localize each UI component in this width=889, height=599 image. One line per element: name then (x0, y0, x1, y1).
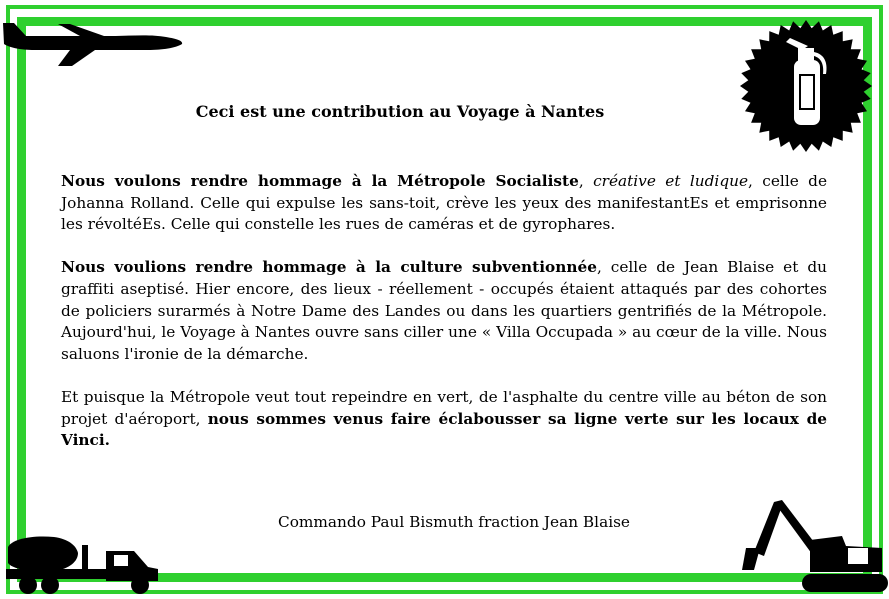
paragraph-3-text: Et puisque la Métropole veut tout repeindre en vert, de l'asphalte du centre ville au béton de son projet d'aéroport, (61, 387, 827, 428)
fire-extinguisher-icon (738, 18, 874, 154)
paragraph-1-italic: créative et ludique (593, 172, 749, 190)
paragraph-1-text: , celle de Johanna Rolland. Celle qui expulse les sans-toit, crève les yeux des manifestantEs et emprisonne les révoltéEs. Celle qui constelle les rues de caméras et de gyrophares. (61, 172, 828, 234)
paragraph-2-bold: Nous voulions rendre hommage à la culture subventionnée (61, 258, 597, 277)
excavator-icon (742, 496, 889, 596)
page-title: Ceci est une contribution au Voyage à Nantes (195, 102, 605, 121)
cement-mixer-truck-icon (2, 525, 162, 595)
paragraph-1-bold: Nous voulons rendre hommage à la Métropole Socialiste (61, 172, 579, 190)
paragraph-2-text: , celle de Jean Blaise et du graffiti aseptisé. Hier encore, des lieux - réellement - occupés étaient attaqués par des cohortes de policiers surarmés à Notre Dame des Landes ou dans les quartiers gentrifiés de la Métropole. Aujourd'hui, le Voyage à Nantes ouvre sans ciller une « Villa Occupada » au cœur de la ville. Nous saluons l'ironie de la démarche. (61, 258, 827, 363)
airplane-icon (0, 6, 185, 68)
paragraph-3-bold: nous sommes venus faire éclabousser sa ligne verte sur les locaux de Vinci. (61, 409, 828, 450)
paragraph-3 (61, 387, 827, 452)
signature: Commando Paul Bismuth fraction Jean Blaise (278, 513, 630, 531)
paragraph-1-sep: , (578, 172, 594, 190)
body-text (61, 171, 827, 473)
paragraph-1 (61, 171, 827, 236)
paragraph-2 (61, 257, 827, 365)
